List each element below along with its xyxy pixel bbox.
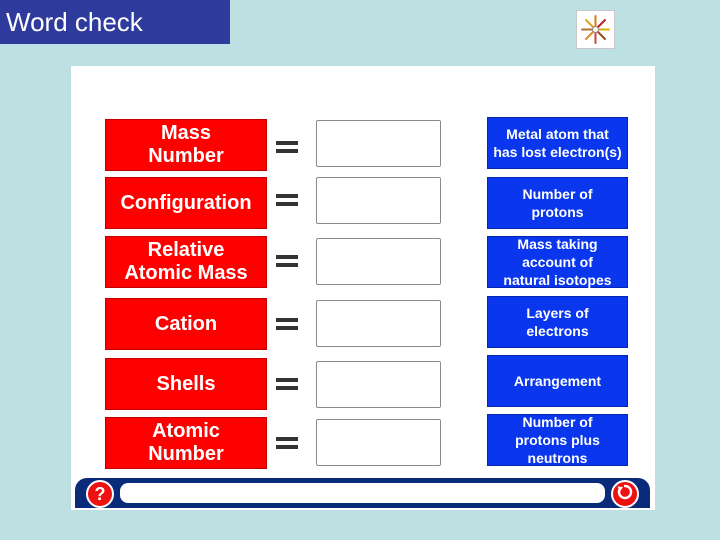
drop-slot-5[interactable] bbox=[316, 361, 441, 408]
definition-mass-number[interactable]: Number of protons plus neutrons bbox=[487, 414, 628, 466]
equals-sign bbox=[276, 378, 298, 390]
drop-slot-4[interactable] bbox=[316, 300, 441, 347]
definition-shells[interactable]: Layers of electrons bbox=[487, 296, 628, 348]
equals-sign bbox=[276, 255, 298, 267]
term-relative-atomic-mass[interactable]: Relative Atomic Mass bbox=[105, 236, 267, 288]
equals-sign bbox=[276, 437, 298, 449]
reset-icon bbox=[616, 483, 634, 506]
drop-slot-6[interactable] bbox=[316, 419, 441, 466]
help-icon: ? bbox=[94, 483, 106, 504]
term-configuration[interactable]: Configuration bbox=[105, 177, 267, 229]
equals-sign bbox=[276, 318, 298, 330]
logo-icon bbox=[576, 10, 615, 49]
bottom-control-bar bbox=[75, 478, 650, 508]
slide-title: Word check bbox=[0, 0, 230, 44]
equals-sign bbox=[276, 141, 298, 153]
term-cation[interactable]: Cation bbox=[105, 298, 267, 350]
definition-cation[interactable]: Metal atom that has lost electron(s) bbox=[487, 117, 628, 169]
term-shells[interactable]: Shells bbox=[105, 358, 267, 410]
drop-slot-3[interactable] bbox=[316, 238, 441, 285]
help-button[interactable] bbox=[86, 480, 114, 508]
definition-relative-atomic-mass[interactable]: Mass taking account of natural isotopes bbox=[487, 236, 628, 288]
drop-slot-2[interactable] bbox=[316, 177, 441, 224]
reset-button[interactable] bbox=[611, 480, 639, 508]
term-atomic-number[interactable]: Atomic Number bbox=[105, 417, 267, 469]
term-mass-number[interactable]: Mass Number bbox=[105, 119, 267, 171]
drop-slot-1[interactable] bbox=[316, 120, 441, 167]
equals-sign bbox=[276, 194, 298, 206]
definition-configuration[interactable]: Arrangement bbox=[487, 355, 628, 407]
bottom-bar-track bbox=[120, 483, 605, 503]
definition-atomic-number[interactable]: Number of protons bbox=[487, 177, 628, 229]
